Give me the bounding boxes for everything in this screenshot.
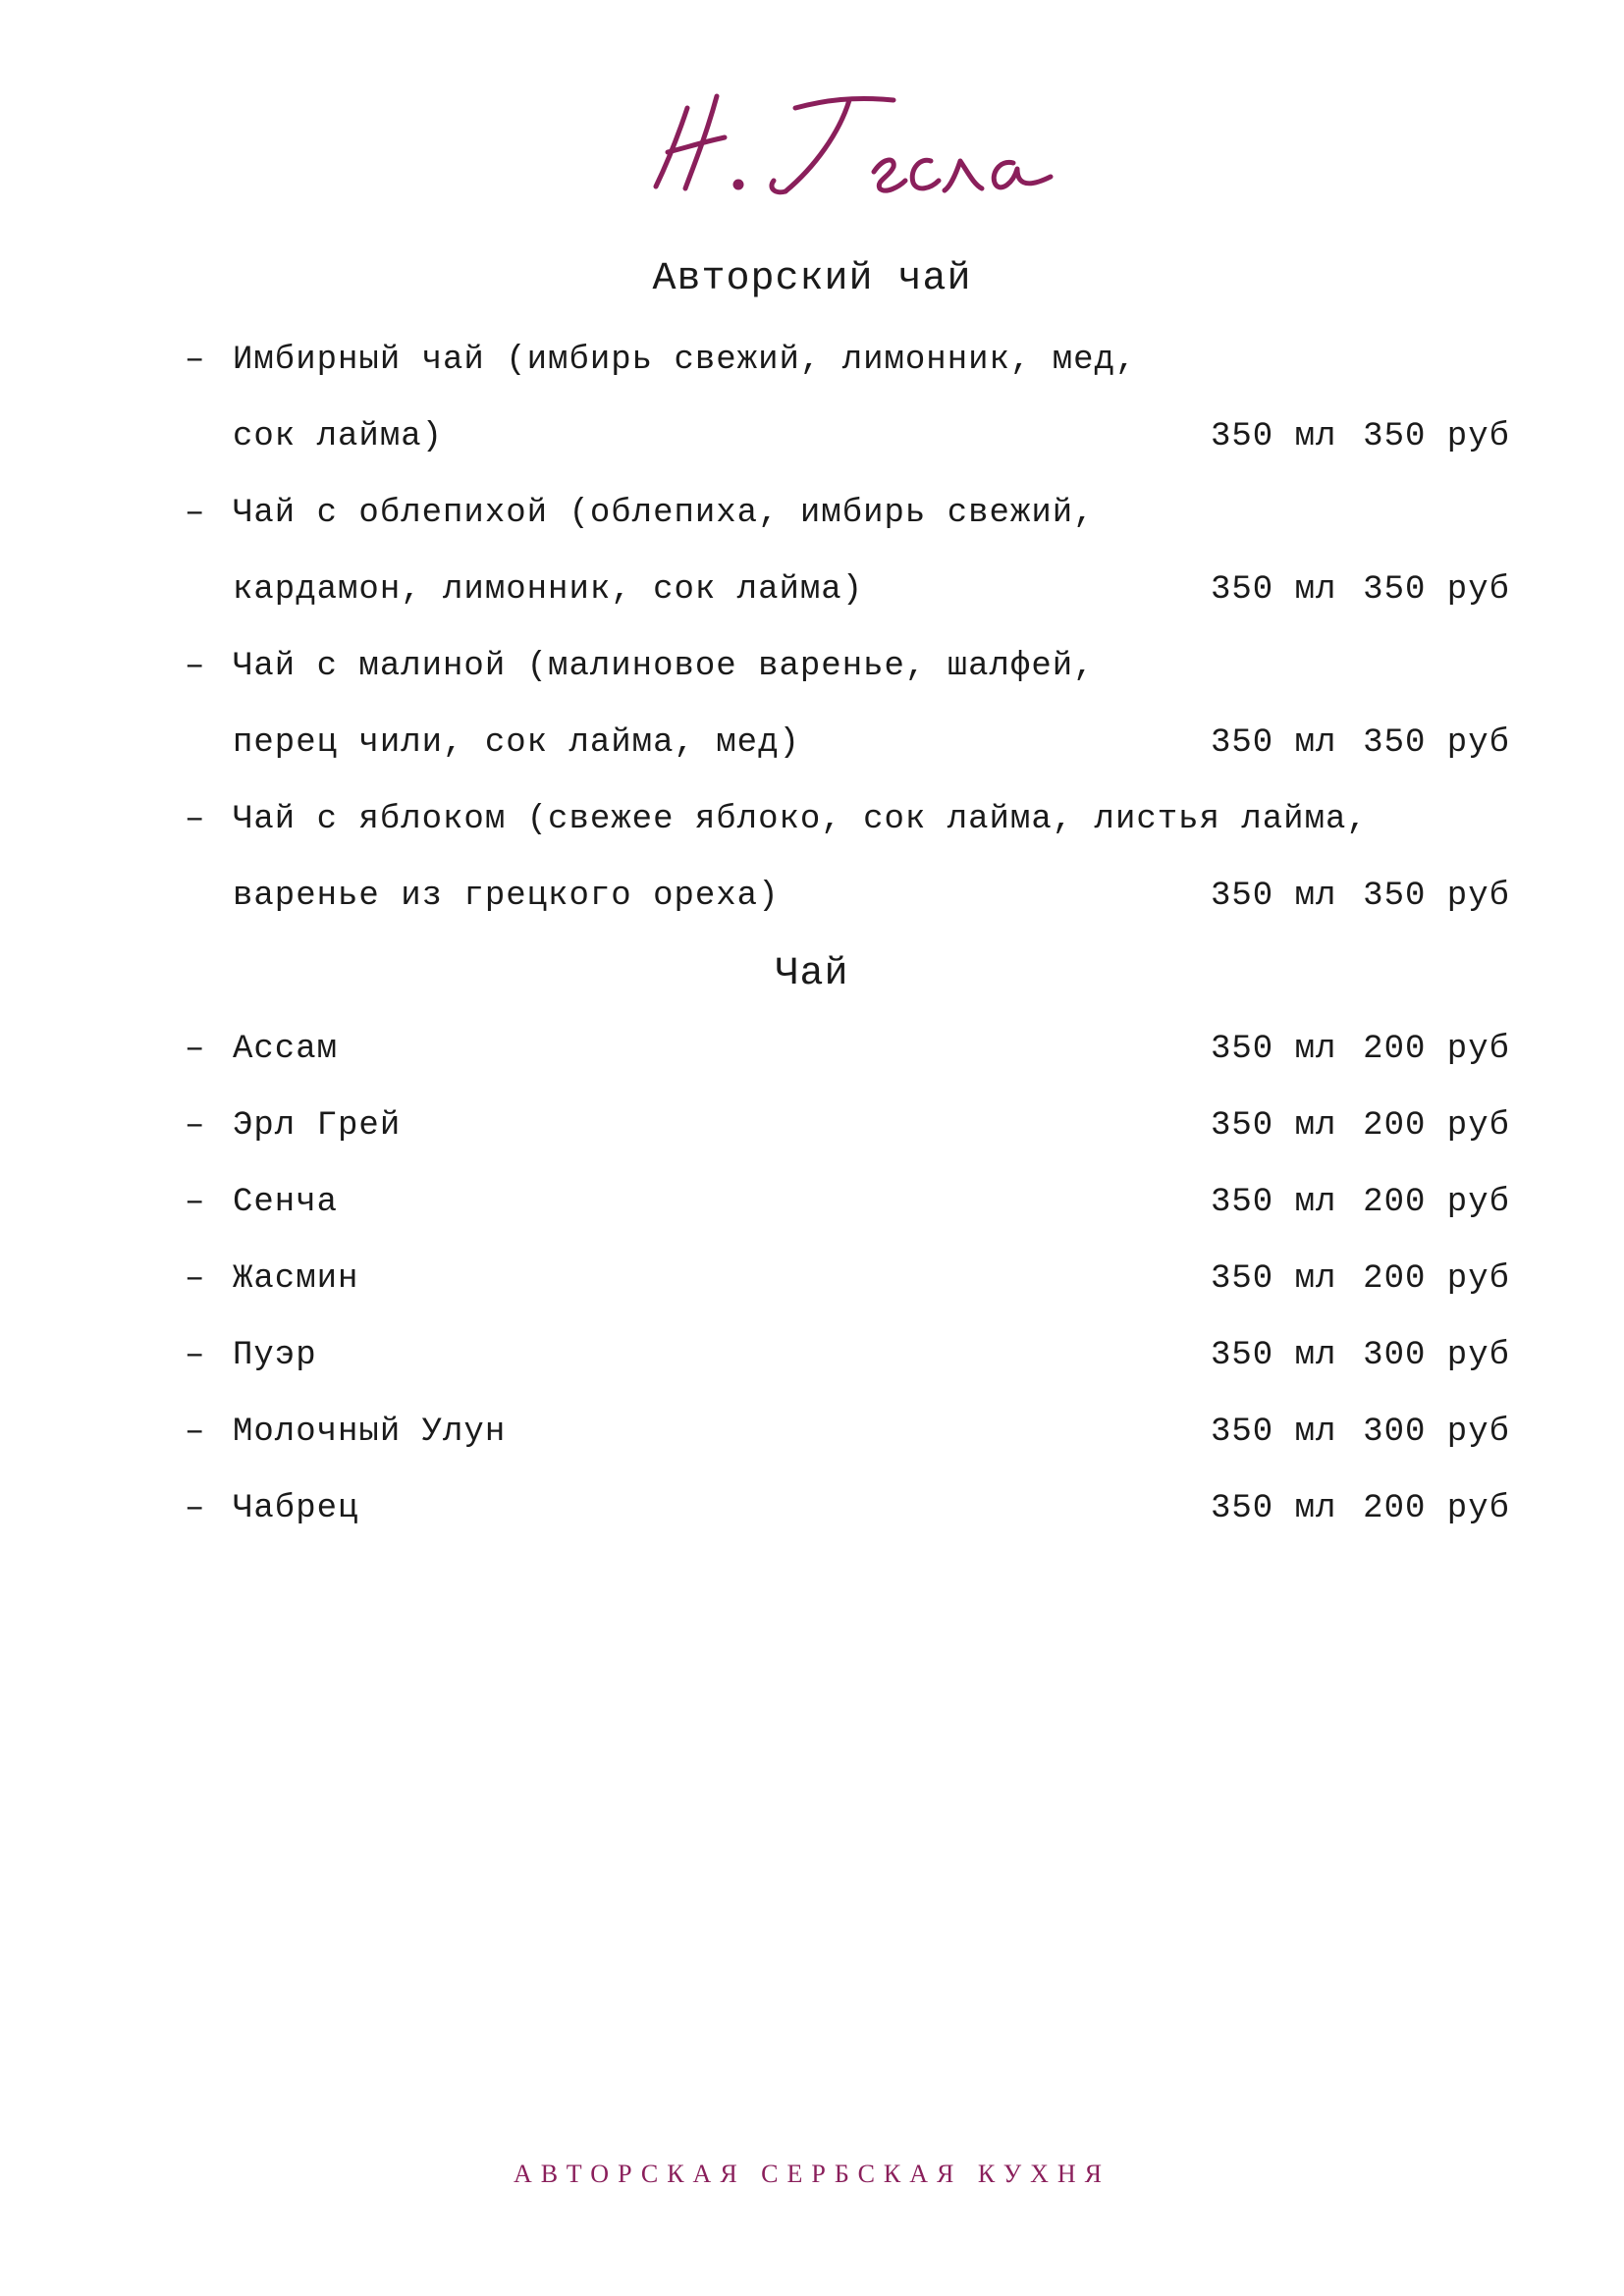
menu-item-volume: 350 мл <box>1211 1490 1337 1527</box>
menu-item-volume: 350 мл <box>1211 1260 1337 1298</box>
menu-item-volume: 350 мл <box>1211 571 1337 609</box>
menu-item-price: 300 руб <box>1363 1414 1510 1451</box>
item-dash: – <box>185 1490 205 1527</box>
menu-item-volume: 350 мл <box>1211 1414 1337 1451</box>
footer-tagline: АВТОРСКАЯ СЕРБСКАЯ КУХНЯ <box>513 2160 1111 2188</box>
item-dash: – <box>185 648 205 685</box>
menu-item-name: Пуэр <box>233 1337 317 1374</box>
menu-item-volume: 350 мл <box>1211 1031 1337 1068</box>
menu-item-price: 200 руб <box>1363 1184 1510 1221</box>
menu-item-description: Чай с яблоком (свежее яблоко, сок лайма, листья лайма, <box>233 801 1368 838</box>
menu-item-description: перец чили, сок лайма, мед) <box>233 724 800 762</box>
menu-item-price: 350 руб <box>1363 571 1510 609</box>
menu-item-name: Молочный Улун <box>233 1414 507 1451</box>
section-title-tea: Чай <box>775 952 849 996</box>
item-dash: – <box>185 495 205 532</box>
item-dash: – <box>185 801 205 838</box>
menu-item-name: Чабрец <box>233 1490 359 1527</box>
item-dash: – <box>185 1414 205 1451</box>
menu-item-description: Чай с облепихой (облепиха, имбирь свежий, <box>233 495 1095 532</box>
menu-item-description: варенье из грецкого ореха) <box>233 878 780 915</box>
menu-item-price: 200 руб <box>1363 1107 1510 1145</box>
menu-item-price: 350 руб <box>1363 878 1510 915</box>
menu-item-price: 200 руб <box>1363 1031 1510 1068</box>
menu-item-price: 300 руб <box>1363 1337 1510 1374</box>
item-dash: – <box>185 1260 205 1298</box>
menu-item-description: Чай с малиной (малиновое варенье, шалфей, <box>233 648 1095 685</box>
item-dash: – <box>185 342 205 379</box>
item-dash: – <box>185 1031 205 1068</box>
menu-item-volume: 350 мл <box>1211 1337 1337 1374</box>
menu-item-volume: 350 мл <box>1211 1107 1337 1145</box>
menu-item-price: 350 руб <box>1363 418 1510 455</box>
menu-item-price: 200 руб <box>1363 1490 1510 1527</box>
menu-item-name: Эрл Грей <box>233 1107 402 1145</box>
menu-item-name: Сенча <box>233 1184 339 1221</box>
menu-item-description: Имбирный чай (имбирь свежий, лимонник, мед, <box>233 342 1137 379</box>
item-dash: – <box>185 1337 205 1374</box>
menu-item-name: Жасмин <box>233 1260 359 1298</box>
menu-item-description: сок лайма) <box>233 418 444 455</box>
menu-item-price: 350 руб <box>1363 724 1510 762</box>
section-title-author-tea: Авторский чай <box>652 257 972 301</box>
menu-item-description: кардамон, лимонник, сок лайма) <box>233 571 864 609</box>
menu-item-volume: 350 мл <box>1211 878 1337 915</box>
menu-item-volume: 350 мл <box>1211 1184 1337 1221</box>
menu-item-volume: 350 мл <box>1211 724 1337 762</box>
menu-item-volume: 350 мл <box>1211 418 1337 455</box>
restaurant-logo <box>648 79 1060 206</box>
item-dash: – <box>185 1184 205 1221</box>
item-dash: – <box>185 1107 205 1145</box>
menu-item-name: Ассам <box>233 1031 339 1068</box>
menu-item-price: 200 руб <box>1363 1260 1510 1298</box>
